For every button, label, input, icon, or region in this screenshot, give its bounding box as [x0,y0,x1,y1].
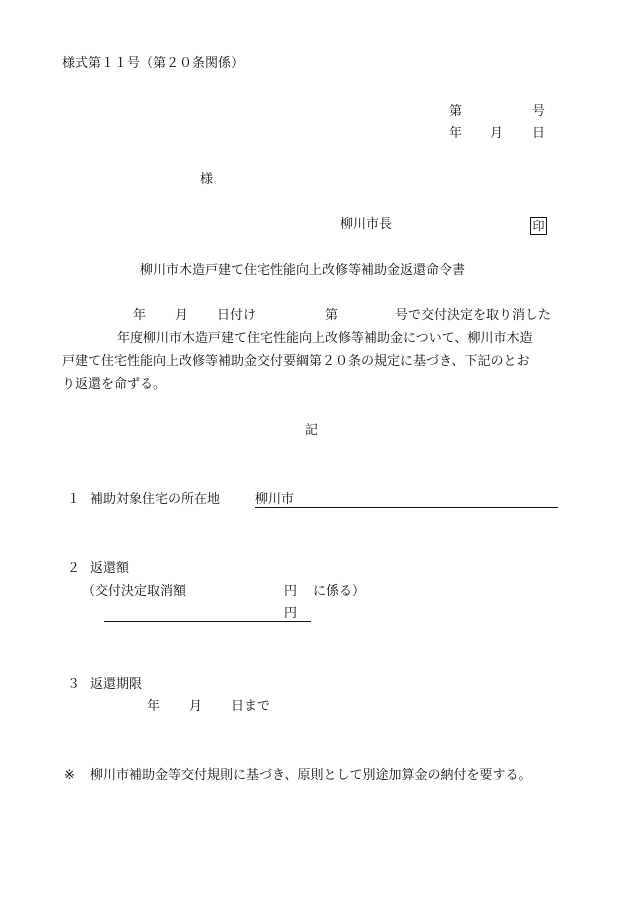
body-line-1-dai: 第 [325,308,339,323]
body-line-1-rest: 号で交付決定を取り消した [395,308,552,323]
body-line-1-day: 日付け [217,308,257,323]
ki-heading: 記 [305,423,319,438]
seal-mark: 印 [530,217,547,235]
body-line-3: 戸建て住宅性能向上改修等補助金交付要綱第２０条の規定に基づき、下記のとお [62,354,530,369]
item-1-label: 補助対象住宅の所在地 [90,492,221,507]
date-year: 年 [449,126,463,141]
item-3-number: ３ [67,677,81,692]
item-1-value: 柳川市 [255,492,295,507]
document-title: 柳川市木造戸建て住宅性能向上改修等補助金返還命令書 [140,263,466,278]
item-3-month: 月 [189,699,203,714]
body-line-4: り返還を命ずる。 [62,377,167,392]
seal-box [530,217,547,235]
item-1-underline [255,507,558,508]
date-month: 月 [490,126,504,141]
item-2-label: 返還額 [90,561,130,576]
date-day: 日 [532,126,546,141]
body-line-1-year: 年 [133,308,147,323]
note-text: 柳川市補助金等交付規則に基づき、原則として別途加算金の納付を要する。 [90,768,532,783]
addressee-suffix: 様 [200,172,214,187]
item-2-sub-close: に係る） [313,584,366,599]
body-line-2: 年度柳川市木造戸建て住宅性能向上改修等補助金について、柳川市木造 [117,331,533,346]
item-2-underline [104,621,311,622]
doc-number-go: 号 [532,104,546,119]
item-2-sub-yen: 円 [284,584,298,599]
issuer: 柳川市長 [340,217,393,232]
form-number: 様式第１１号（第２０条関係） [62,56,245,71]
note-mark: ※ [64,768,75,783]
item-3-year: 年 [147,699,161,714]
item-2-yen: 円 [284,606,298,621]
item-2-number: ２ [67,561,81,576]
item-1-number: １ [67,492,81,507]
item-2-sub-open: （交付決定取消額 [82,584,187,599]
item-3-label: 返還期限 [90,677,143,692]
item-3-day: 日まで [231,699,271,714]
doc-number-dai: 第 [449,104,463,119]
body-line-1-month: 月 [175,308,189,323]
